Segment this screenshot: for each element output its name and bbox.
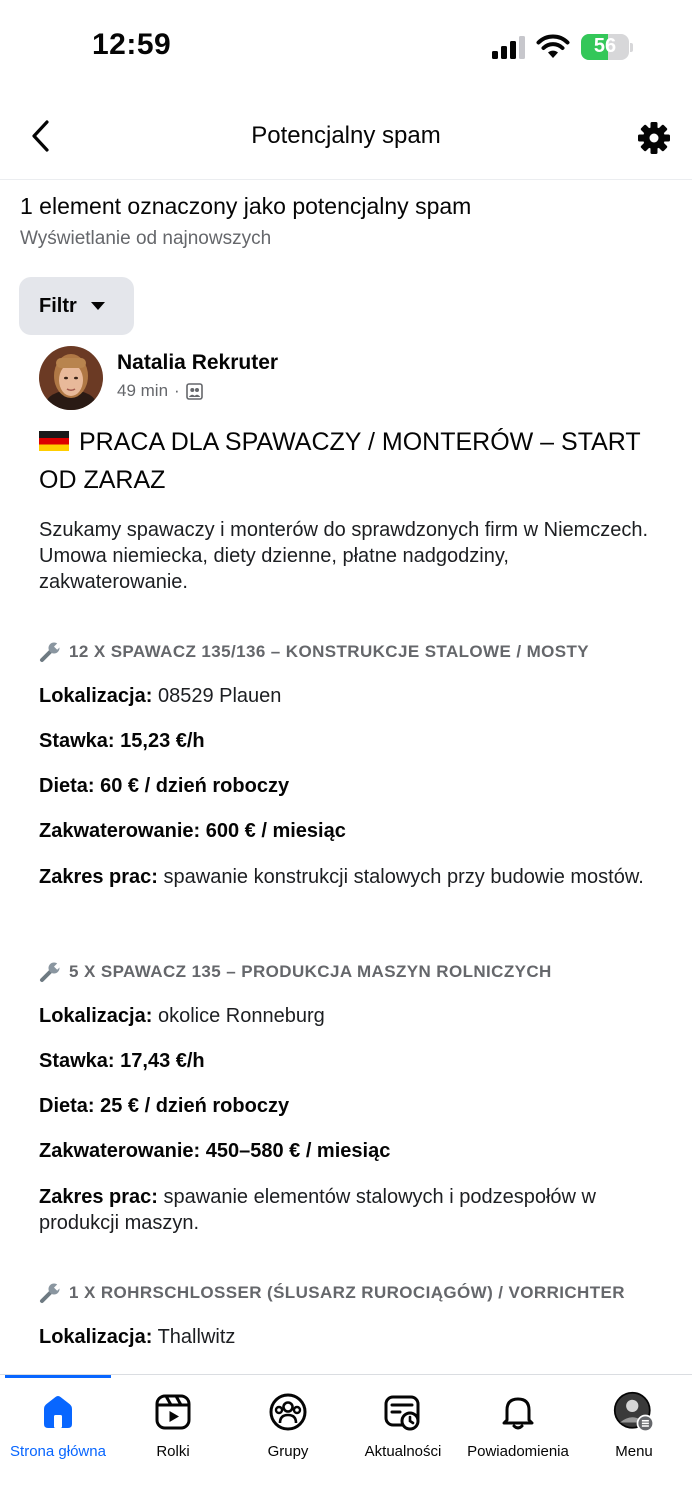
reels-icon xyxy=(154,1393,192,1431)
sort-order-label: Wyświetlanie od najnowszych xyxy=(20,228,272,249)
filter-button[interactable] xyxy=(19,277,134,335)
status-bar xyxy=(0,0,692,96)
job-location: Lokalizacja: 08529 Plauen xyxy=(39,685,282,707)
group-audience-icon xyxy=(186,383,203,400)
job-section-heading: 5 X SPAWACZ 135 – PRODUKCJA MASZYN ROLNICZYCH xyxy=(39,961,552,983)
job-location: Lokalizacja: Thallwitz xyxy=(39,1326,236,1348)
home-icon xyxy=(39,1393,77,1431)
post-headline-text: PRACA DLA SPAWACZY / MONTERÓW – START OD ZARAZ xyxy=(39,428,641,494)
post-meta xyxy=(117,381,203,401)
active-tab-indicator xyxy=(5,1375,111,1378)
job-diet: Dieta: 25 € / dzień roboczy xyxy=(39,1095,290,1117)
bottom-tab-bar xyxy=(0,1374,692,1500)
post-headline xyxy=(39,423,659,499)
caret-down-icon xyxy=(91,302,105,310)
bell-icon xyxy=(499,1393,537,1431)
job-section-heading: 12 X SPAWACZ 135/136 – KONSTRUKCJE STALOWE / MOSTY xyxy=(39,641,589,663)
filter-label: Filtr xyxy=(39,294,77,317)
news-feed-icon xyxy=(383,1392,423,1432)
tab-notifications[interactable]: Powiadomienia xyxy=(460,1391,576,1477)
spam-count-heading: 1 element oznaczony jako potencjalny spam xyxy=(20,193,472,219)
status-time: 12:59 xyxy=(92,28,172,61)
tab-reels[interactable]: Rolki xyxy=(115,1391,231,1477)
battery-percentage: 56 xyxy=(593,35,617,57)
wifi-icon xyxy=(536,33,570,59)
gear-icon xyxy=(637,121,671,155)
germany-flag-icon xyxy=(39,431,69,451)
author-photo xyxy=(39,346,103,410)
post-time[interactable]: 49 min xyxy=(117,381,169,400)
profile-menu-icon xyxy=(613,1388,655,1436)
tab-news-feed[interactable]: Aktualności xyxy=(345,1391,461,1477)
job-scope: Zakres prac: spawanie konstrukcji stalowych przy budowie mostów. xyxy=(39,866,644,888)
cellular-signal-icon xyxy=(491,36,527,60)
job-housing: Zakwaterowanie: 450–580 € / miesiąc xyxy=(39,1140,391,1162)
job-diet: Dieta: 60 € / dzień roboczy xyxy=(39,775,290,797)
wrench-icon xyxy=(39,961,61,983)
meta-separator: · xyxy=(174,381,180,400)
job-section-heading: 1 X ROHRSCHLOSSER (ŚLUSARZ RUROCIĄGÓW) / VORRICHTER xyxy=(39,1282,625,1304)
navigation-header xyxy=(0,96,692,180)
job-rate: Stawka: 15,23 €/h xyxy=(39,730,205,752)
battery-indicator xyxy=(581,34,633,60)
wrench-icon xyxy=(39,1282,61,1304)
tab-home[interactable]: Strona główna xyxy=(0,1391,116,1477)
job-scope: Zakres prac: spawanie elementów stalowych i podzespołów w produkcji maszyn. xyxy=(39,1186,596,1234)
author-name[interactable]: Natalia Rekruter xyxy=(117,351,279,374)
tab-groups[interactable]: Grupy xyxy=(230,1391,346,1477)
job-housing: Zakwaterowanie: 600 € / miesiąc xyxy=(39,820,346,842)
groups-icon xyxy=(268,1392,308,1432)
job-rate: Stawka: 17,43 €/h xyxy=(39,1050,205,1072)
settings-button[interactable] xyxy=(634,118,674,158)
page-title: Potencjalny spam xyxy=(251,122,441,149)
post-intro: Szukamy spawaczy i monterów do sprawdzonych firm w Niemczech. Umowa niemiecka, diety dzienne, płatne nadgodziny, zakwaterowanie. xyxy=(39,519,649,593)
wrench-icon xyxy=(39,641,61,663)
author-avatar[interactable] xyxy=(39,346,103,410)
job-location: Lokalizacja: okolice Ronneburg xyxy=(39,1005,325,1027)
tab-menu[interactable]: Menu xyxy=(576,1391,692,1477)
